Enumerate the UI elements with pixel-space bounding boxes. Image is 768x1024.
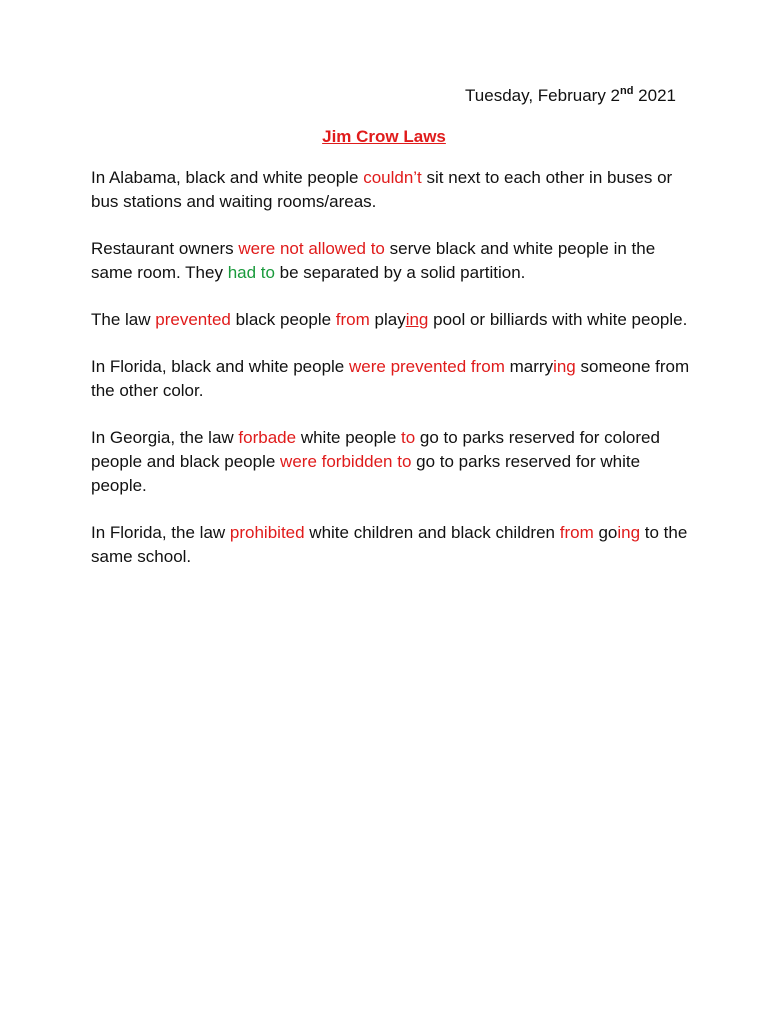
highlight-red: prohibited — [229, 523, 305, 542]
highlight-red: ing — [553, 357, 576, 376]
paragraph — [91, 166, 691, 214]
text-segment: play — [369, 310, 406, 329]
paragraph — [91, 237, 691, 285]
paragraph — [91, 426, 691, 498]
text-segment: black people — [230, 310, 336, 329]
paragraph — [91, 308, 691, 332]
highlight-red: ing — [405, 310, 429, 329]
text-segment: someone from the other color. — [91, 357, 690, 400]
text-segment: be separated by a solid partition. — [274, 263, 526, 282]
text-segment: go — [593, 523, 618, 542]
text-segment: In Florida, the law — [91, 523, 230, 542]
text-segment: go to parks reserved for white people. — [91, 452, 641, 495]
date-prefix: Tuesday, February 2 — [465, 86, 620, 105]
paragraph — [91, 521, 691, 569]
highlight-green: had to — [227, 263, 275, 282]
document-date — [465, 86, 676, 106]
text-segment: In Georgia, the law — [91, 428, 239, 447]
highlight-red: were prevented from — [349, 357, 505, 376]
text-segment: sit next to each other in buses or bus stations and waiting rooms/areas. — [91, 168, 673, 211]
highlight-red: were forbidden to — [280, 452, 412, 471]
text-segment: to the same school. — [91, 523, 688, 566]
text-segment: marry — [504, 357, 554, 376]
text-segment: In Florida, black and white people — [91, 357, 349, 376]
highlight-red: from — [335, 310, 370, 329]
text-segment: white children and black children — [304, 523, 560, 542]
paragraph — [91, 355, 691, 403]
text-segment: The law — [91, 310, 156, 329]
text-segment: go to parks reserved for colored people and black people — [91, 428, 660, 471]
document-body — [91, 166, 691, 592]
date-year: 2021 — [633, 86, 676, 105]
highlight-red: forbade — [238, 428, 297, 447]
highlight-red: to — [401, 428, 416, 447]
text-segment: Restaurant owners — [91, 239, 239, 258]
highlight-red: ing — [617, 523, 641, 542]
text-segment: serve black and white people in the same room. They — [91, 239, 656, 282]
text-segment: pool or billiards with white people. — [428, 310, 688, 329]
highlight-red: prevented — [155, 310, 231, 329]
highlight-red: from — [559, 523, 594, 542]
highlight-red: couldn’t — [363, 168, 422, 187]
text-segment: In Alabama, black and white people — [91, 168, 364, 187]
date-ordinal: nd — [620, 85, 634, 97]
text-segment: white people — [296, 428, 401, 447]
document-title: Jim Crow Laws — [322, 127, 446, 146]
highlight-red: were not allowed to — [238, 239, 385, 258]
